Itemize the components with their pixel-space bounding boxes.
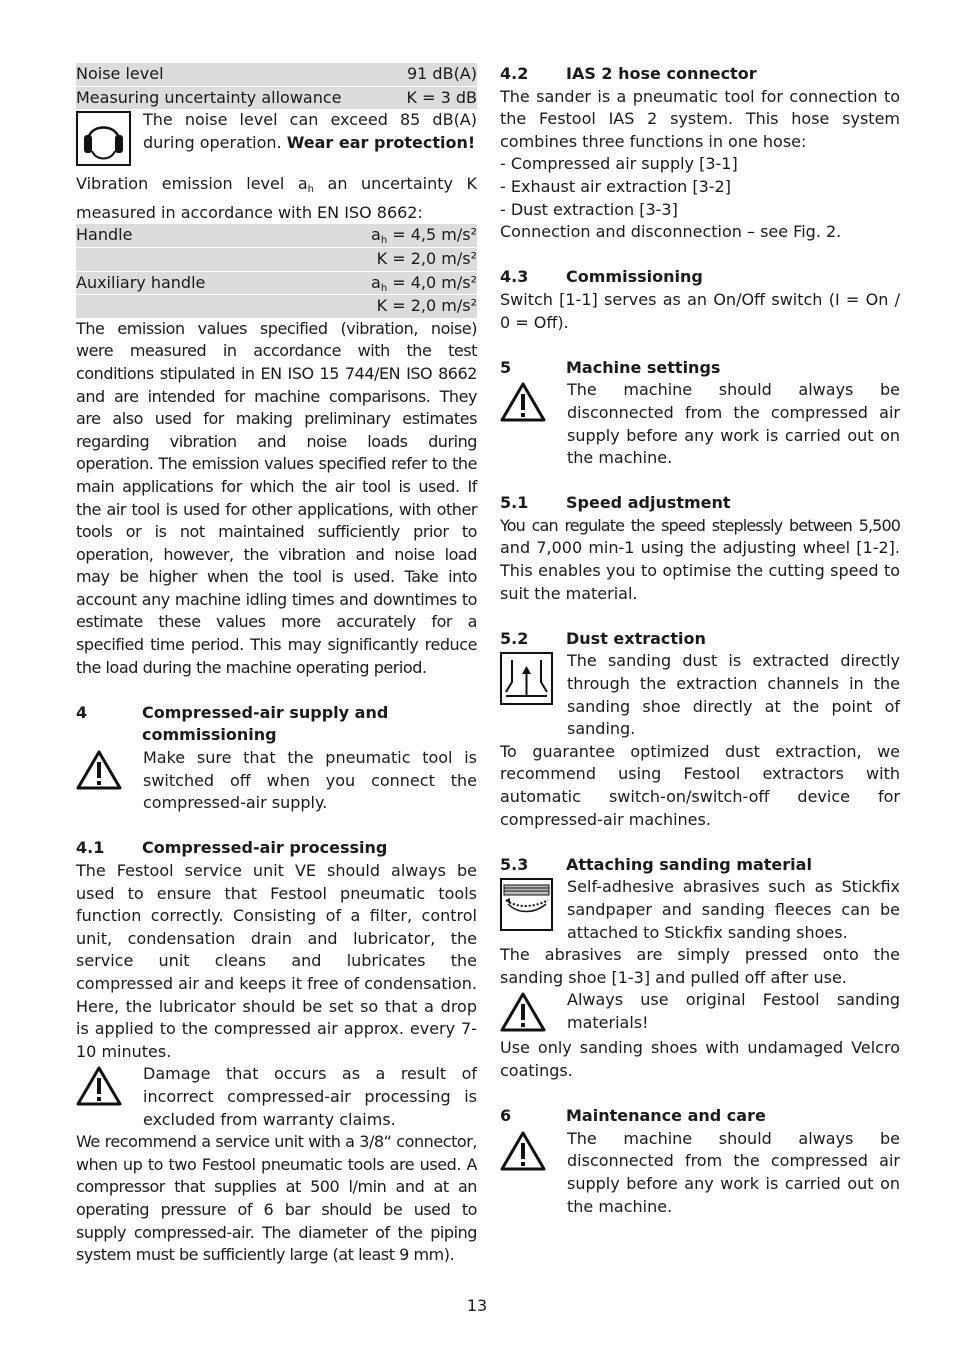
section-4-3-text: Switch [1-1] serves as an On/Off switch (I = On / 0 = Off).: [500, 289, 900, 332]
section-4-2-heading: 4.2 IAS 2 hose connector: [500, 64, 757, 83]
section-4-2-outro: Connection and disconnection – see Fig. 2.: [500, 222, 842, 242]
section-5-3-warning: Always use original Festool sanding materials!: [500, 989, 900, 1037]
section-5-3-heading: 5.3 Attaching sanding material: [500, 854, 812, 874]
section-4-1-text2: We recommend a service unit with a 3/8“ connector, when up to two Festool pneumatic tools are used. A compressor that supplies at 500 l/min and at an operating pressure of 6 bar should be used to supply compressed-air. The diameter of the piping system must be sufficiently large (at least 9 mm).: [76, 1132, 477, 1265]
section-4-3-heading: 4.3 Commissioning: [500, 267, 703, 287]
dust-extraction-notice: The sanding dust is extracted directly through the extraction channels in the sanding shoe directly at the point of sanding.: [500, 650, 900, 740]
vibration-row: K = 2,0 m/s²: [76, 248, 477, 271]
vibration-row: Handle $a_h = 4,5$ m/s²: [76, 225, 477, 247]
section-6-heading: 6 Maintenance and care: [500, 1106, 766, 1126]
ear-protection-notice: [76, 109, 477, 170]
section-4-heading: 4 Compressed-air supply and commissioning: [76, 702, 389, 745]
vibration-row: K = 2,0 m/s²: [76, 295, 477, 318]
emission-paragraph: The emission values specified (vibration, noise) were measured in accordance with the test conditions stipulated in EN ISO 15 744/EN ISO 8662 and are intended for machine comparisons. They are also used for making preliminary estimates regarding vibration and noise loads during operation. The emission values specified refer to the main applications for which the air tool is used. If the air tool is used for other applications, with other tools or is not maintained sufficiently prior to operation, however, the vibration and noise load may be higher when the tool is used. Take into account any machine idling times and downtimes to estimate these values more accurately for a specified time period. This may significantly reduce the load during the machine operating period.: [76, 318, 477, 677]
section-4-1-text: The Festool service unit VE should always be used to ensure that Festool pneumatic tools function correctly. Consisting of a filter, control unit, condensation drain and lubricator, the service unit cleans and lubricates the compressed air and keeps it free of condensation. Here, the lubricator should be set so that a drop is applied to the compressed air approx. every 7-10 minutes.: [76, 861, 477, 1061]
section-5-3-text: The abrasives are simply pressed onto the sanding shoe [1-3] and pulled off after use.: [500, 945, 900, 987]
warning-triangle-icon: [76, 1065, 122, 1107]
uncertainty-row: [76, 87, 477, 110]
noise-level-value: 91 dB(A): [406, 64, 477, 83]
list-item: - Compressed air supply [3-1]: [500, 154, 738, 174]
page-number: 13: [466, 1296, 488, 1315]
section-5-2-text: To guarantee optimized dust extraction, we recommend using Festool extractors with automatic switch-on/switch-off device for compressed-air machines.: [500, 741, 900, 829]
warning-triangle-icon: [500, 991, 546, 1033]
warning-triangle-icon: [500, 1130, 546, 1172]
uncertainty-label: Measuring uncertainty allowance: [76, 87, 342, 107]
vibration-row: Auxiliary handle $a_h = 4,0$ m/s²: [76, 272, 477, 294]
stickfix-notice: Self-adhesive abrasives such as Stickfix sandpaper and sanding fleeces can be attached to Stickfix sanding shoes.: [500, 876, 900, 944]
sanding-pad-icon: [500, 878, 553, 931]
noise-level-label: Noise level: [76, 64, 164, 83]
noise-level-row: [76, 63, 477, 86]
warning-triangle-icon: [76, 749, 122, 791]
section-5-1-heading: 5.1 Speed adjustment: [500, 493, 731, 513]
section-5-heading: 5 Machine settings: [500, 357, 721, 377]
section-4-2-intro: The sander is a pneumatic tool for connection to the Festool IAS 2 system. This hose system combines three functions in one hose:: [500, 86, 900, 151]
ear-warning-bold: Wear ear protection!: [286, 132, 476, 152]
section-5-1-text: You can regulate the speed steplessly between 5,500 and 7,000 min-1 using the adjusting wheel [1-2]. This enables you to optimise the cutting speed to suit the material.: [500, 515, 900, 603]
section-6-warning: The machine should always be disconnected from the compressed air supply before any work is carried out on the machine.: [500, 1128, 900, 1218]
list-item: - Exhaust air extraction [3-2]: [500, 176, 731, 196]
vibration-intro: Vibration emission level $a_h$ an uncertainty K measured in accordance with EN ISO 8662:: [76, 174, 477, 222]
section-4-1-warning: Damage that occurs as a result of incorrect compressed-air processing is excluded from warranty claims.: [76, 1063, 477, 1131]
right-column: [500, 63, 900, 1218]
section-5-3-text2: Use only sanding shoes with undamaged Velcro coatings.: [500, 1038, 900, 1080]
section-4-warning: Make sure that the pneumatic tool is switched off when you connect the compressed-air supply.: [76, 747, 477, 815]
section-5-2-heading: 5.2 Dust extraction: [500, 628, 706, 648]
list-item: - Dust extraction [3-3]: [500, 199, 678, 219]
warning-triangle-icon: [500, 381, 546, 423]
uncertainty-value: K = 3 dB: [406, 87, 477, 107]
ear-warning-text: The noise level can exceed 85 dB(A) during operation.: [143, 110, 477, 152]
ear-protection-icon: [76, 111, 131, 166]
section-4-1-heading: 4.1 Compressed-air processing: [76, 838, 388, 858]
section-5-warning: The machine should always be disconnected from the compressed air supply before any work is carried out on the machine.: [500, 379, 900, 469]
dust-extraction-icon: [500, 652, 553, 705]
left-column: [76, 63, 477, 1267]
